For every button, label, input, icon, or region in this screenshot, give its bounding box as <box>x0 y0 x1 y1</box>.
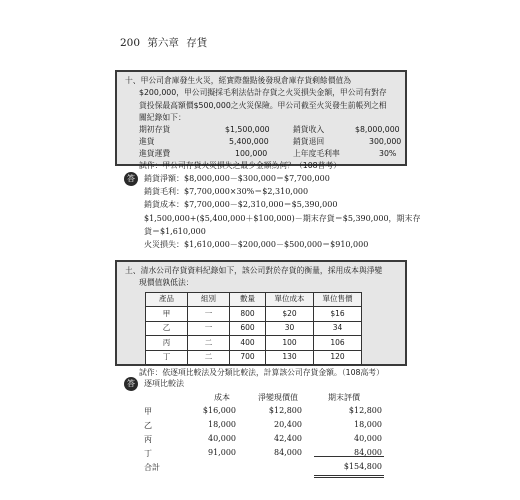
row-label: 丁 <box>144 449 152 458</box>
record-label: 進貨運費 <box>139 149 171 159</box>
record-value: $1,500,000 <box>225 125 270 135</box>
row-cost: $16,000 <box>202 406 236 415</box>
q10-record-row <box>125 148 399 160</box>
table-cell: 二 <box>188 350 230 365</box>
total-label: 合計 <box>144 463 160 472</box>
total-value: $154,800 <box>343 462 382 471</box>
q10-line-1: 十、甲公司倉庫發生火災，經實際盤點後發現倉庫存貨剩餘價值為 <box>125 76 352 85</box>
double-rule-bottom <box>314 477 384 478</box>
inventory-table <box>145 292 362 366</box>
col-header-cost: 成本 <box>214 393 230 402</box>
table-cell: 700 <box>230 350 266 365</box>
chapter-title: 存貨 <box>186 37 208 49</box>
row-valuation: 40,000 <box>354 434 382 443</box>
question-10-box <box>115 70 407 171</box>
row-nrv: 42,400 <box>274 434 302 443</box>
answer-11-title: 逐項比較法 <box>144 379 184 388</box>
q10-records <box>125 124 402 160</box>
q10-record-row <box>125 124 399 136</box>
table-cell: $20 <box>266 307 314 322</box>
answer-line: $1,500,000+($5,400,000＋$100,000)－期末存貨＝$5,390,000，期末存 <box>144 213 421 223</box>
answer-line: 銷貨淨額：$8,000,000－$300,000＝$7,700,000 <box>144 174 330 183</box>
record-value: 100,000 <box>235 149 268 159</box>
table-cell: 120 <box>314 350 362 365</box>
table-row <box>146 350 362 365</box>
row-valuation: $12,800 <box>348 406 382 415</box>
table-cell: 30 <box>266 321 314 336</box>
record-value: 5,400,000 <box>229 137 269 147</box>
table-row <box>146 307 362 322</box>
table-header-cell: 產品 <box>146 292 188 307</box>
table-header-cell: 組別 <box>188 292 230 307</box>
row-valuation: 18,000 <box>354 420 382 429</box>
table-cell: 乙 <box>146 321 188 336</box>
total-rule <box>314 456 384 457</box>
table-cell: 600 <box>230 321 266 336</box>
table-cell: 二 <box>188 336 230 351</box>
q10-question: 試作：甲公司存貨火災損失之最少金額為何？（108普考） <box>139 161 342 171</box>
table-cell: 100 <box>266 336 314 351</box>
row-label: 丙 <box>144 435 152 444</box>
table-cell: 34 <box>314 321 362 336</box>
answer-line: 銷貨成本：$7,700,000－$2,310,000＝$5,390,000 <box>144 200 338 210</box>
q11-line-2: 現價值孰低法： <box>139 278 194 288</box>
q10-line-4: 關紀錄如下： <box>139 112 186 122</box>
record-label: 銷貨退回 <box>293 137 325 147</box>
col-header-nrv: 淨變現價值 <box>258 393 298 402</box>
table-cell: 丙 <box>146 336 188 351</box>
table-cell: 甲 <box>146 307 188 322</box>
record-label: 上年度毛利率 <box>293 149 340 159</box>
page-number: 200 <box>120 37 141 49</box>
table-header-row <box>146 292 362 307</box>
table-header-cell: 單位成本 <box>266 292 314 307</box>
record-label: 進貨 <box>139 137 155 147</box>
answer-10 <box>144 172 421 251</box>
table-row <box>146 321 362 336</box>
row-label: 甲 <box>144 407 152 416</box>
record-value: $8,000,000 <box>355 125 400 135</box>
table-header-cell: 數量 <box>230 292 266 307</box>
record-value: 30% <box>379 149 397 159</box>
answer-line: 火災損失：$1,610,000－$200,000－$500,000＝$910,000 <box>144 240 369 250</box>
row-valuation: 84,000 <box>354 448 382 457</box>
table-row <box>146 336 362 351</box>
table-cell: 一 <box>188 321 230 336</box>
q11-line-1: 土、清水公司存貨資料紀錄如下，該公司對於存貨的衡量，採用成本與淨變 <box>125 266 383 275</box>
q11-question: 試作：依逐項比較法及分類比較法，計算該公司存貨金額。（108高考） <box>139 368 384 378</box>
col-header-valuation: 期末評價 <box>328 393 360 402</box>
row-cost: 91,000 <box>208 448 236 457</box>
answer-icon: 答 <box>124 377 138 391</box>
row-nrv: 20,400 <box>274 420 302 429</box>
q10-line-2: $200,000，甲公司擬採毛利法估計存貨之火災損失金額，甲公司有對存 <box>139 88 387 98</box>
row-cost: 18,000 <box>208 420 236 429</box>
q10-line-3: 貨投保最高額價$500,000之火災保險。甲公司截至火災發生前帳列之相 <box>139 100 387 110</box>
record-value: 300,000 <box>369 137 402 147</box>
table-cell: 丁 <box>146 350 188 365</box>
table-cell: $16 <box>314 307 362 322</box>
table-cell: 106 <box>314 336 362 351</box>
record-label: 期初存貨 <box>139 125 171 135</box>
answer-line: 貨＝$1,610,000 <box>144 226 206 236</box>
double-rule-top <box>314 475 384 476</box>
table-cell: 130 <box>266 350 314 365</box>
table-header-cell: 單位售價 <box>314 292 362 307</box>
answer-icon: 答 <box>124 172 138 186</box>
row-label: 乙 <box>144 421 152 430</box>
page-header <box>120 35 211 50</box>
table-cell: 400 <box>230 336 266 351</box>
row-nrv: 84,000 <box>274 448 302 457</box>
chapter-label: 第六章 <box>147 37 179 49</box>
answer-line: 銷貨毛利：$7,700,000×30%＝$2,310,000 <box>144 187 309 197</box>
table-cell: 一 <box>188 307 230 322</box>
row-nrv: $12,800 <box>268 406 302 415</box>
question-11-box <box>115 260 407 378</box>
row-cost: 40,000 <box>208 434 236 443</box>
q10-record-row <box>125 136 402 148</box>
table-cell: 800 <box>230 307 266 322</box>
record-label: 銷貨收入 <box>293 125 325 135</box>
